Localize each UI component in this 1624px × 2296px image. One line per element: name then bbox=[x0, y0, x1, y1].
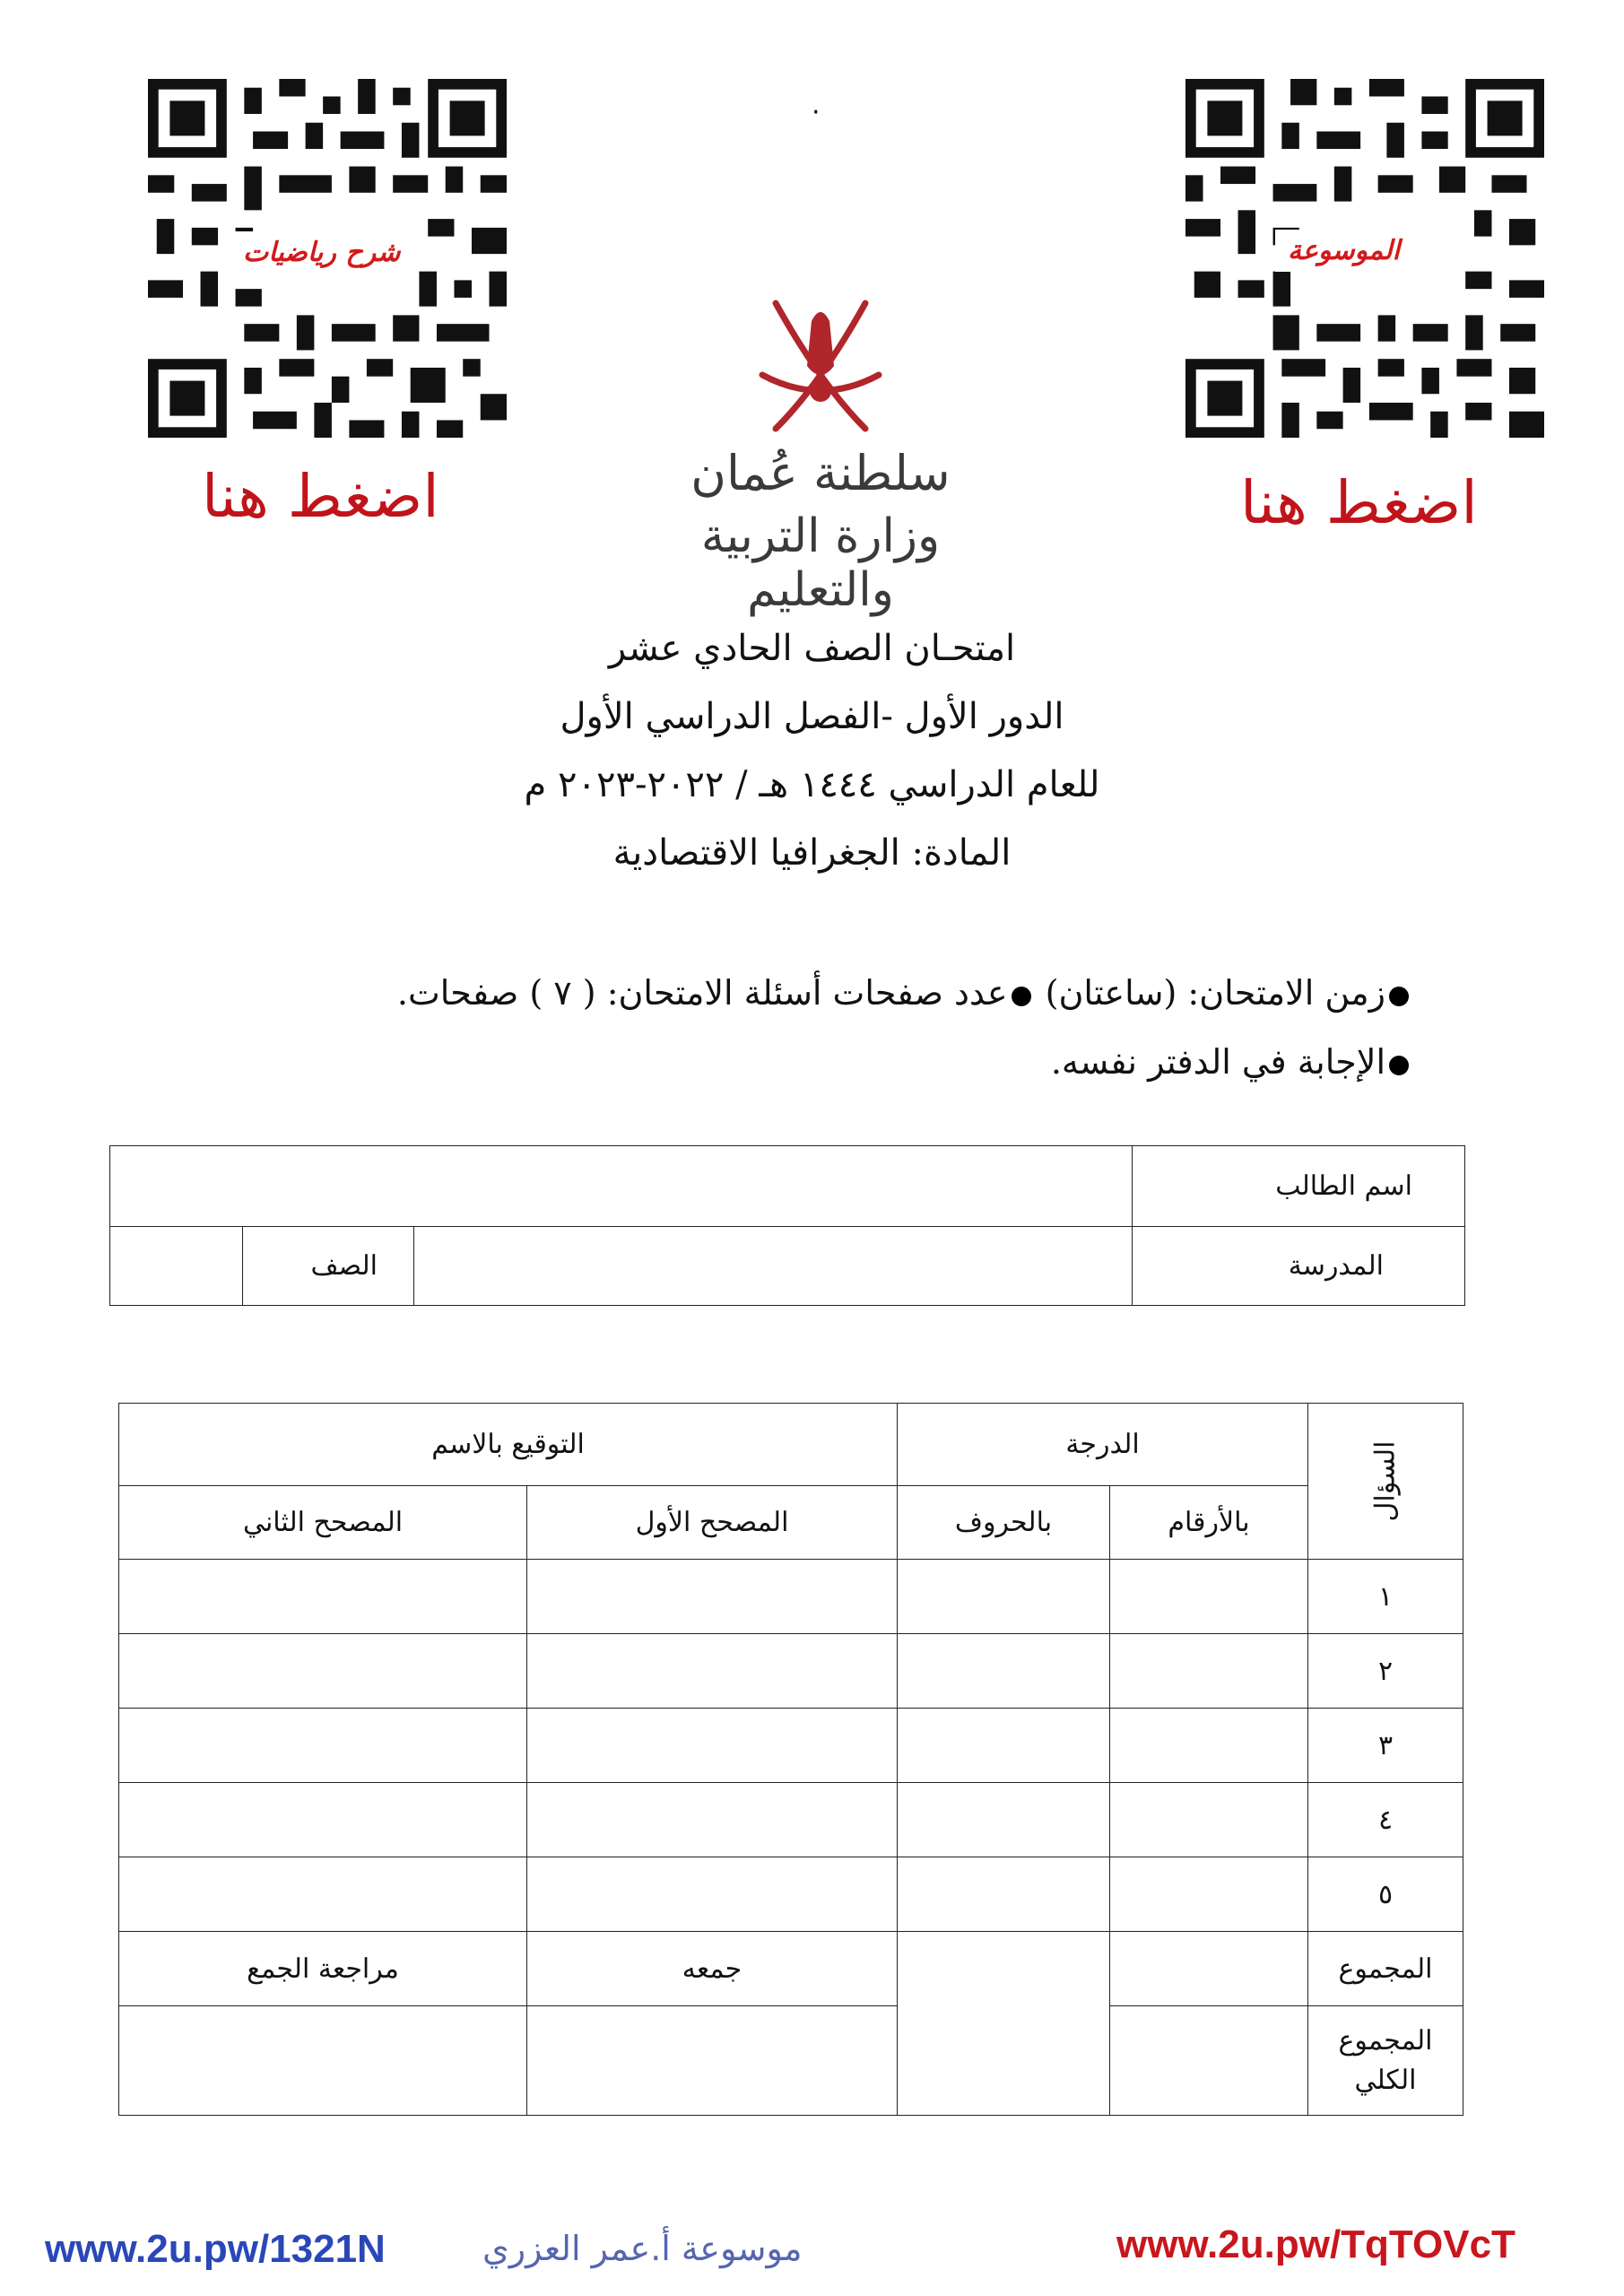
student-name-label: اسم الطالب bbox=[1133, 1146, 1465, 1227]
footer-center-text: موسوعة أ.عمر العزري bbox=[482, 2229, 803, 2268]
first-corrector-cell[interactable] bbox=[527, 1709, 898, 1783]
instructions-line-2 bbox=[1051, 1042, 1412, 1082]
grade-digits-cell[interactable] bbox=[1110, 1857, 1308, 1932]
second-corrector-cell[interactable] bbox=[119, 1783, 527, 1857]
letters-header: بالحروف bbox=[898, 1486, 1110, 1560]
oman-emblem bbox=[628, 285, 1013, 617]
oman-emblem-icon bbox=[628, 285, 1013, 438]
exam-title-line-3: للعام الدراسي ١٤٤٤ هـ / ٢٠٢٢-٢٠٢٣ م bbox=[524, 764, 1100, 805]
second-corrector-cell[interactable] bbox=[119, 1560, 527, 1634]
exam-title-line-1: امتحـان الصف الحادي عشر bbox=[608, 628, 1016, 669]
grade-digits-cell[interactable] bbox=[1110, 1709, 1308, 1783]
emblem-line-1: سلطنة عُمان bbox=[690, 445, 951, 501]
first-corrector-cell[interactable] bbox=[527, 1857, 898, 1932]
top-dot: · bbox=[812, 97, 821, 128]
first-corrector-cell[interactable] bbox=[527, 1560, 898, 1634]
first-corrector-cell[interactable] bbox=[527, 1783, 898, 1857]
exam-title-line-2: الدور الأول -الفصل الدراسي الأول bbox=[560, 696, 1064, 737]
review-signature-cell[interactable] bbox=[119, 2006, 527, 2116]
question-number: ٤ bbox=[1308, 1783, 1463, 1857]
bullet-dot-icon bbox=[1012, 987, 1031, 1006]
bullet-dot-icon bbox=[1389, 1056, 1409, 1075]
first-corrector-cell[interactable] bbox=[527, 1634, 898, 1709]
footer-right-link[interactable]: www.2u.pw/TqTOVcT bbox=[1116, 2222, 1515, 2266]
review-label: مراجعة الجمع bbox=[119, 1932, 527, 2006]
second-corrector-cell[interactable] bbox=[119, 1709, 527, 1783]
total-label: المجموع bbox=[1308, 1932, 1463, 2006]
grade-digits-cell[interactable] bbox=[1110, 1634, 1308, 1709]
question-number: ٥ bbox=[1308, 1857, 1463, 1932]
grade-letters-cell[interactable] bbox=[898, 1783, 1110, 1857]
first-corrector-header: المصحح الأول bbox=[527, 1486, 898, 1560]
exam-title-line-4: المادة: الجغرافيا الاقتصادية bbox=[612, 832, 1012, 874]
qr-code-left[interactable] bbox=[148, 79, 507, 438]
digits-header: بالأرقام bbox=[1110, 1486, 1308, 1560]
grades-table bbox=[118, 1403, 1463, 2116]
grade-letters-cell[interactable] bbox=[898, 1709, 1110, 1783]
question-number: ١ bbox=[1308, 1560, 1463, 1634]
sum-signature-cell[interactable] bbox=[527, 2006, 898, 2116]
grade-digits-cell[interactable] bbox=[1110, 1560, 1308, 1634]
class-label: الصف bbox=[243, 1227, 414, 1306]
exam-time: زمن الامتحان: (ساعتان) bbox=[1045, 973, 1385, 1013]
school-field[interactable] bbox=[414, 1227, 1133, 1306]
qr-left-label: شرح رياضيات bbox=[230, 231, 413, 274]
qr-right-label: الموسوعة bbox=[1275, 230, 1412, 272]
press-here-left-link[interactable]: اضغط هنا bbox=[202, 462, 439, 531]
question-number: ٣ bbox=[1308, 1709, 1463, 1783]
second-corrector-header: المصحح الثاني bbox=[119, 1486, 527, 1560]
total-digits-cell[interactable] bbox=[1110, 1932, 1308, 2006]
total-letters-cell[interactable] bbox=[898, 1932, 1110, 2116]
class-field[interactable] bbox=[110, 1227, 243, 1306]
bullet-dot-icon bbox=[1389, 987, 1409, 1006]
grand-total-digits-cell[interactable] bbox=[1110, 2006, 1308, 2116]
question-number: ٢ bbox=[1308, 1634, 1463, 1709]
grade-header: الدرجة bbox=[898, 1404, 1308, 1486]
press-here-right-link[interactable]: اضغط هنا bbox=[1240, 468, 1478, 537]
grade-letters-cell[interactable] bbox=[898, 1634, 1110, 1709]
school-label: المدرسة bbox=[1133, 1227, 1465, 1306]
qr-code-right[interactable] bbox=[1185, 79, 1544, 438]
sum-label: جمعه bbox=[527, 1932, 898, 2006]
answer-note: الإجابة في الدفتر نفسه. bbox=[1050, 1042, 1385, 1082]
student-info-table bbox=[109, 1145, 1465, 1306]
signature-header: التوقيع بالاسم bbox=[119, 1404, 898, 1486]
grade-letters-cell[interactable] bbox=[898, 1857, 1110, 1932]
question-header: السؤال bbox=[1308, 1404, 1463, 1560]
student-name-field[interactable] bbox=[110, 1146, 1133, 1227]
footer-left-link[interactable]: www.2u.pw/1321N bbox=[45, 2227, 386, 2271]
second-corrector-cell[interactable] bbox=[119, 1857, 527, 1932]
grade-letters-cell[interactable] bbox=[898, 1560, 1110, 1634]
emblem-line-2: وزارة التربية والتعليم bbox=[700, 509, 941, 617]
exam-pages: عدد صفحات أسئلة الامتحان: ( ٧ ) صفحات. bbox=[396, 973, 1008, 1013]
grand-total-label: المجموع الكلي bbox=[1308, 2006, 1463, 2116]
instructions-line-1 bbox=[397, 973, 1412, 1013]
second-corrector-cell[interactable] bbox=[119, 1634, 527, 1709]
grade-digits-cell[interactable] bbox=[1110, 1783, 1308, 1857]
